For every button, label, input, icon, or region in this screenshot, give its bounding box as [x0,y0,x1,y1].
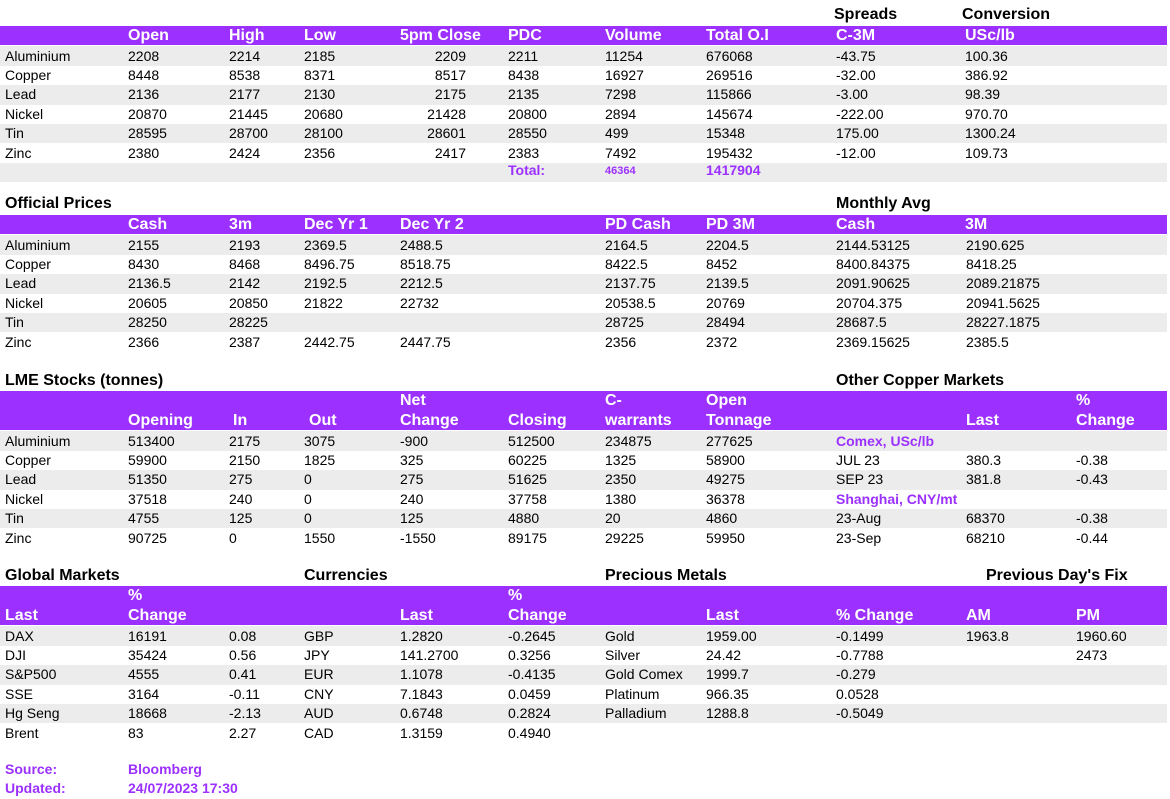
cell: -900 [400,432,429,449]
cell: 21445 [229,105,268,122]
cell: 7492 [605,144,637,161]
col-high: High [229,27,265,44]
cell: 37518 [128,490,167,507]
col-pdc: PDC [508,27,542,44]
cell: 16191 [128,627,167,644]
cell: GBP [304,627,334,644]
cell: 4880 [508,510,540,527]
col-pd-3m: PD 3M [706,216,755,233]
cell: -222.00 [836,105,884,122]
cell: 0.08 [229,627,257,644]
cell: -0.4135 [508,666,556,683]
cell-change: -0.43 [1076,471,1108,488]
cell: 2155 [128,236,160,253]
cell: Gold [605,627,635,644]
total-volume: 46364 [605,165,636,177]
cell: 22732 [400,294,439,311]
cell: 1288.8 [706,705,749,722]
cell: 28550 [508,125,547,142]
cell: -32.00 [836,66,876,83]
cell: 2383 [508,144,540,161]
cell: Gold Comex [605,666,683,683]
cell: 0.2824 [508,705,551,722]
cell-5pm-close: 8517 [434,66,466,83]
cell: 2089.21875 [966,275,1040,292]
cell: 2192.5 [304,275,347,292]
cell: 966.35 [706,685,749,702]
col-cur-last: Last [400,607,433,624]
col-dec-yr-2: Dec Yr 2 [400,216,464,233]
cell: Platinum [605,685,660,702]
cell: 2208 [128,47,160,64]
cell: 8518.75 [400,255,451,272]
cell: 1550 [304,529,336,546]
cell: 2385.5 [966,333,1009,350]
cell: 115866 [706,86,752,103]
cell: 1.3159 [400,724,443,741]
cell: 125 [400,510,424,527]
metal-label: Nickel [5,105,44,122]
metal-label: Copper [5,451,51,468]
col-fix-pm: PM [1076,607,1100,624]
cell: 8371 [304,66,336,83]
cell: 275 [400,471,424,488]
cell: 240 [229,490,253,507]
cell: 325 [400,451,424,468]
cell: 2091.90625 [836,275,910,292]
cell: 1963.8 [966,627,1009,644]
cell: 58900 [706,451,745,468]
cell: 0.41 [229,666,257,683]
cell: 4555 [128,666,160,683]
cell-last: 380.3 [966,451,1002,468]
currencies-heading: Currencies [304,567,388,584]
cell: 2204.5 [706,236,749,253]
other-copper-heading: Other Copper Markets [836,372,1005,389]
cell: DAX [5,627,34,644]
cell: 2356 [304,144,336,161]
cell: Palladium [605,705,667,722]
cell: 512500 [508,432,555,449]
cell: 2175 [229,432,261,449]
cell: 8430 [128,255,160,272]
cell-change: -0.38 [1076,451,1108,468]
cell: 2135 [508,86,540,103]
col-avg-3m: 3M [965,216,988,233]
metal-label: Tin [5,314,24,331]
cell: 89175 [508,529,547,546]
official-header-bar [0,215,1167,234]
col-cur-change: Change [508,607,567,624]
cell: 0 [304,471,312,488]
cell: 4755 [128,510,160,527]
cell: 60225 [508,451,547,468]
cell: 0.0459 [508,685,551,702]
source-value: Bloomberg [128,761,202,777]
cell: 35424 [128,646,167,663]
cell: 28725 [605,314,644,331]
cell: 36378 [706,490,745,507]
cell: 1960.60 [1076,627,1127,644]
cell: 2164.5 [605,236,648,253]
cell: 20 [605,510,621,527]
col-pm-change: % Change [836,607,914,624]
col-pd-cash: PD Cash [605,216,671,233]
cell: 2369.15625 [836,333,910,350]
cell: 2380 [128,144,160,161]
col-5pm-close: 5pm Close [400,27,481,44]
cell: 0 [304,510,312,527]
cell: 28595 [128,125,167,142]
cell: 2139.5 [706,275,749,292]
cell: -2.13 [229,705,261,722]
market-title: Comex, USc/lb [836,432,935,449]
metal-label: Aluminium [5,47,71,64]
row-band [0,431,1167,450]
col-out: Out [309,412,337,429]
cell: 51625 [508,471,547,488]
total-label: Total: [508,162,546,178]
cell: 15348 [706,125,745,142]
cell: 0.0528 [836,685,879,702]
cell: 2193 [229,236,261,253]
col-net-top: Net [400,392,426,409]
cell: 195432 [706,144,753,161]
col-low: Low [304,27,336,44]
cell: CAD [304,724,334,741]
cell: 4860 [706,510,738,527]
cell: 28250 [128,314,167,331]
contract-label: JUL 23 [836,451,880,468]
row-band [0,665,1167,684]
col-other-last: Last [966,412,999,429]
cell: AUD [304,705,334,722]
col-open-top: Open [706,392,747,409]
cell: 8400.84375 [836,255,910,272]
cell: 59900 [128,451,167,468]
cell: 51350 [128,471,167,488]
metal-label: Lead [5,275,37,292]
cell: 3164 [128,685,160,702]
metal-label: Lead [5,471,37,488]
cell-change: -0.44 [1076,529,1108,546]
cell: 2424 [229,144,261,161]
total-oi: 1417904 [706,162,761,178]
cell: 28227.1875 [966,314,1040,331]
cell-last: 68370 [966,510,1005,527]
cell: 28700 [229,125,268,142]
cell: 2350 [605,471,637,488]
cell: 8418.25 [966,255,1017,272]
metal-label: Aluminium [5,432,71,449]
col-uscl-lb: USc/lb [965,27,1015,44]
updated-label: Updated: [5,780,66,796]
cell: 20941.5625 [966,294,1040,311]
metal-label: Lead [5,86,37,103]
row-band [0,704,1167,723]
cell: JPY [304,646,330,663]
col-c-3m: C-3M [836,27,876,44]
metal-label: Zinc [5,529,32,546]
cell: 28687.5 [836,314,887,331]
cell: 7298 [605,86,637,103]
cell: 8452 [706,255,738,272]
cell: 234875 [605,432,652,449]
col-opening: Opening [128,412,193,429]
cell: 1999.7 [706,666,749,683]
cell: 37758 [508,490,547,507]
cell: 2136 [128,86,160,103]
cell: 0.56 [229,646,257,663]
cell: 8468 [229,255,261,272]
col-open-tonnage: Tonnage [706,412,772,429]
cell: 0 [229,529,237,546]
cell: 2894 [605,105,637,122]
cell: 2130 [304,86,336,103]
cell: 11254 [605,47,643,64]
contract-label: 23-Aug [836,510,882,527]
cell: 28494 [706,314,745,331]
cell: 125 [229,510,253,527]
cell: 275 [229,471,253,488]
cell: -43.75 [836,47,876,64]
cell: 1825 [304,451,336,468]
cell: 20800 [508,105,547,122]
cell: 1300.24 [965,125,1016,142]
cell: 2177 [229,86,261,103]
cell: 21822 [304,294,343,311]
col-closing: Closing [508,412,567,429]
cell-5pm-close: 2417 [434,144,466,161]
cell: 2447.75 [400,333,451,350]
cell: SSE [5,685,34,702]
col-avg-cash: Cash [836,216,876,233]
cell: 240 [400,490,424,507]
cell-5pm-close: 21428 [427,105,466,122]
cell: 1.1078 [400,666,443,683]
spreads-heading: Spreads [834,6,898,23]
cell: 2214 [229,47,261,64]
col-pct-top: % [1076,392,1091,409]
cell: 28225 [229,314,268,331]
cell: 20850 [229,294,268,311]
cell: 16927 [605,66,644,83]
cell: 2366 [128,333,160,350]
cell: 83 [128,724,144,741]
cell: 2473 [1076,646,1108,663]
cell-change: -0.38 [1076,510,1108,527]
cell: 20605 [128,294,167,311]
cell: 1959.00 [706,627,757,644]
cell: EUR [304,666,334,683]
cell: 0.3256 [508,646,551,663]
row-band [0,163,1167,182]
cell: Brent [5,724,39,741]
metal-label: Tin [5,125,24,142]
cell: 7.1843 [400,685,443,702]
metal-label: Tin [5,510,24,527]
cell: 145674 [706,105,753,122]
cell: 2369.5 [304,236,347,253]
contract-label: SEP 23 [836,471,884,488]
updated-value: 24/07/2023 17:30 [128,780,238,796]
cell: DJI [5,646,26,663]
cell-last: 68210 [966,529,1005,546]
cell: 175.00 [836,125,879,142]
cell: 1380 [605,490,637,507]
metal-label: Nickel [5,294,44,311]
cell: 2185 [304,47,336,64]
lme-stocks-heading: LME Stocks (tonnes) [5,372,164,389]
cell: 1.2820 [400,627,443,644]
cell: 0.6748 [400,705,443,722]
cell: 2150 [229,451,261,468]
cell: 2211 [508,47,539,64]
official-prices-heading: Official Prices [5,195,112,212]
col-warrants: warrants [605,412,672,429]
cell: 499 [605,125,629,142]
precious-metals-heading: Precious Metals [605,567,727,584]
cell: 20704.375 [836,294,903,311]
cell: 109.73 [965,144,1008,161]
previous-fix-heading: Previous Day's Fix [986,567,1128,584]
cell-5pm-close: 28601 [427,125,466,142]
cell: 970.70 [965,105,1008,122]
cell: 0 [304,490,312,507]
cell: 2142 [229,275,261,292]
col-3m: 3m [229,216,253,233]
cell: 269516 [706,66,753,83]
cell: 386.92 [965,66,1008,83]
col-cur-pct-top: % [508,587,523,604]
conversion-heading: Conversion [962,6,1051,23]
col-net-change: Change [400,412,459,429]
metal-label: Aluminium [5,236,71,253]
source-label: Source: [5,761,58,777]
cell: 676068 [706,47,753,64]
cell: 24.42 [706,646,742,663]
col-gm-change: Change [128,607,187,624]
cell: 20538.5 [605,294,656,311]
cell: 2488.5 [400,236,443,253]
cell: 513400 [128,432,175,449]
cell: 8538 [229,66,261,83]
col-pm-last: Last [706,607,739,624]
monthly-avg-heading: Monthly Avg [836,195,931,212]
cell: 8438 [508,66,540,83]
col-gm-pct-top: % [128,587,143,604]
cell: 98.39 [965,86,1001,103]
cell: 0.4940 [508,724,551,741]
cell: -1550 [400,529,436,546]
cell: 18668 [128,705,167,722]
cell: 3075 [304,432,336,449]
cell: -3.00 [836,86,868,103]
cell: -0.2645 [508,627,556,644]
cell: 141.2700 [400,646,459,663]
cell-last: 381.8 [966,471,1002,488]
col-open: Open [128,27,169,44]
cell: 8496.75 [304,255,355,272]
cell: S&P500 [5,666,57,683]
contract-label: 23-Sep [836,529,882,546]
col-fix-am: AM [966,607,991,624]
cell: CNY [304,685,334,702]
metal-label: Copper [5,255,51,272]
cell: 2372 [706,333,738,350]
cell-5pm-close: 2209 [434,47,466,64]
cell: 2356 [605,333,637,350]
cell: -0.1499 [836,627,884,644]
metal-label: Zinc [5,144,32,161]
metal-label: Copper [5,66,51,83]
cell: 20680 [304,105,343,122]
cell: -0.5049 [836,705,884,722]
cell: 8448 [128,66,160,83]
col-total-oi: Total O.I [706,27,769,44]
col-c-top: C- [605,392,622,409]
col-dec-yr-1: Dec Yr 1 [304,216,368,233]
col-in: In [233,412,248,429]
cell: 2144.53125 [836,236,910,253]
cell: 49275 [706,471,745,488]
cell: 2442.75 [304,333,355,350]
col-gm-last: Last [5,607,38,624]
cell: 277625 [706,432,753,449]
cell: -0.7788 [836,646,884,663]
col-cash: Cash [128,216,168,233]
cell: 2190.625 [966,236,1025,253]
cell: 2.27 [229,724,257,741]
cell: 8422.5 [605,255,648,272]
cell: 20769 [706,294,745,311]
cell: 1325 [605,451,637,468]
cell: Hg Seng [5,705,60,722]
cell: 29225 [605,529,644,546]
cell: 2137.75 [605,275,656,292]
metal-label: Zinc [5,333,32,350]
cell: 2136.5 [128,275,171,292]
global-markets-heading: Global Markets [5,567,120,584]
cell-5pm-close: 2175 [434,86,466,103]
cell: 28100 [304,125,343,142]
cell: 20870 [128,105,167,122]
cell: 90725 [128,529,167,546]
market-title: Shanghai, CNY/mt [836,490,958,507]
cell: 2212.5 [400,275,443,292]
cell: -12.00 [836,144,876,161]
col-other-change: Change [1076,412,1135,429]
cell: -0.279 [836,666,876,683]
cell: -0.11 [229,685,260,702]
metal-label: Nickel [5,490,44,507]
cell: Silver [605,646,641,663]
cell: 2387 [229,333,261,350]
cell: 59950 [706,529,745,546]
cell: 100.36 [965,47,1008,64]
col-volume: Volume [605,27,662,44]
